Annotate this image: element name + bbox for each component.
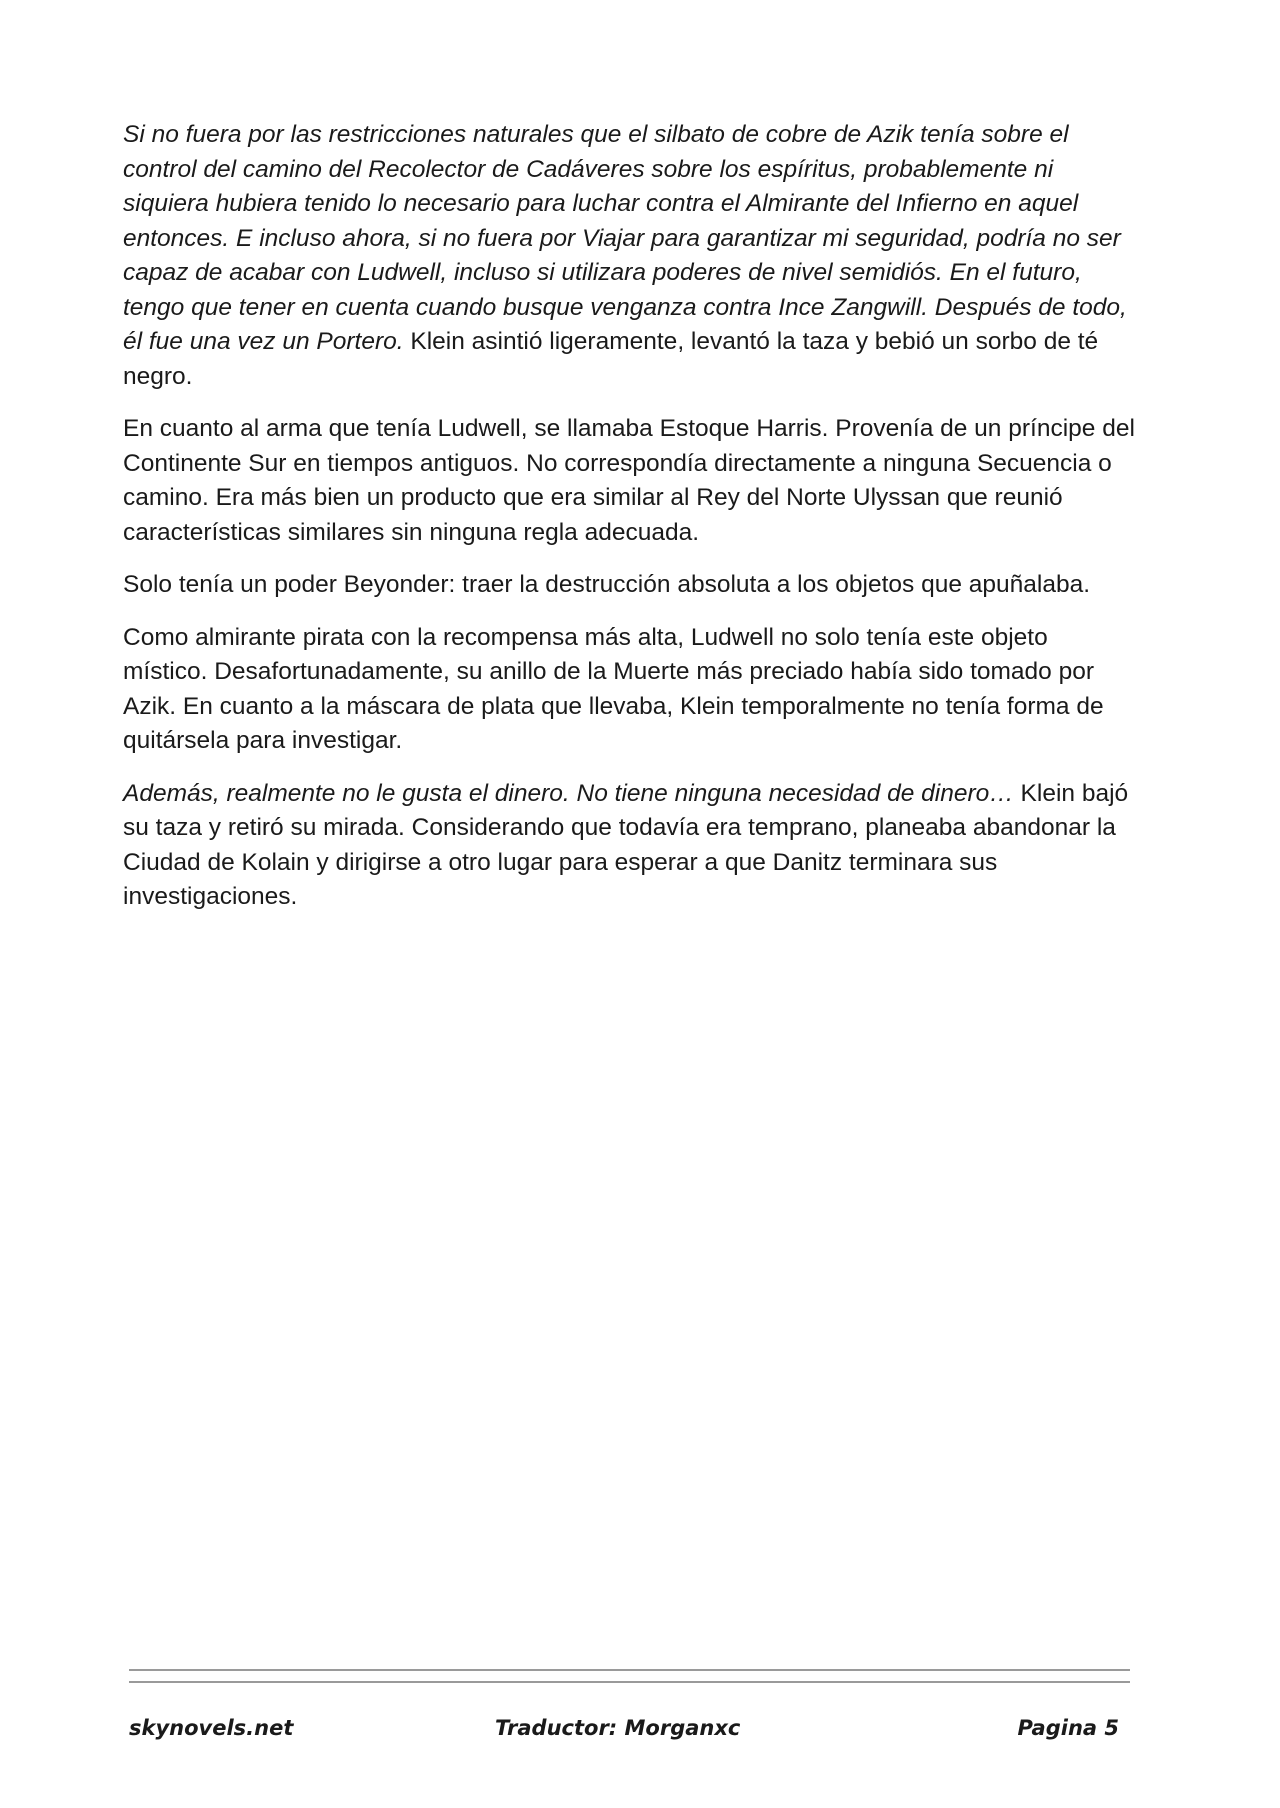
paragraph-3-text: Solo tenía un poder Beyonder: traer la destrucción absoluta a los objetos que apuñalaba. [123, 571, 1091, 598]
paragraph-3 [123, 568, 1138, 603]
footer-translator: Traductor: Morganxc [495, 1716, 741, 1740]
paragraph-1-text: Klein asintió ligeramente, levantó la taza y bebió un sorbo de té negro. [123, 328, 1099, 390]
paragraph-1 [123, 118, 1138, 394]
paragraph-4-text: Como almirante pirata con la recompensa más alta, Ludwell no solo tenía este objeto místico. Desafortunadamente, su anillo de la Muerte más preciado había sido tomado por Azik. En cuanto a la máscara de plata que llevaba, Klein temporalmente no tenía forma de quitársela para investigar. [123, 623, 1104, 754]
document-body [123, 118, 1138, 933]
page-footer [129, 1716, 1119, 1748]
paragraph-5-italic: Además, realmente no le gusta el dinero. No tiene ninguna necesidad de dinero… [123, 779, 1014, 807]
footer-site: skynovels.net [129, 1716, 294, 1740]
footer-rule-bottom [129, 1681, 1130, 1683]
footer-divider [129, 1669, 1130, 1683]
footer-page-number: Pagina 5 [1017, 1716, 1119, 1740]
paragraph-5-text: Klein bajó su taza y retiró su mirada. Considerando que todavía era temprano, planeaba abandonar la Ciudad de Kolain y dirigirse a otro lugar para esperar a que Danitz terminara sus investigaciones. [123, 779, 1129, 910]
paragraph-1-italic: Si no fuera por las restricciones naturales que el silbato de cobre de Azik tenía sobre el control del camino del Recolector de Cadáveres sobre los espíritus, probablemente ni siquiera hubiera tenido lo necesario para luchar contra el Almirante del Infierno en aquel entonces. E incluso ahora, si no fuera por Viajar para garantizar mi seguridad, podría no ser capaz de acabar con Ludwell, incluso si utilizara poderes de nivel semidiós. En el futuro, tengo que tener en cuenta cuando busque venganza contra Ince Zangwill. Después de todo, él fue una vez un Portero. [123, 121, 1127, 355]
paragraph-5 [123, 777, 1138, 915]
paragraph-4 [123, 621, 1138, 759]
paragraph-2-text: En cuanto al arma que tenía Ludwell, se llamaba Estoque Harris. Provenía de un príncipe del Continente Sur en tiempos antiguos. No correspondía directamente a ninguna Secuencia o camino. Era más bien un producto que era similar al Rey del Norte Ulyssan que reunió características similares sin ninguna regla adecuada. [123, 415, 1135, 546]
footer-rule-top [129, 1669, 1130, 1671]
paragraph-2 [123, 412, 1138, 550]
